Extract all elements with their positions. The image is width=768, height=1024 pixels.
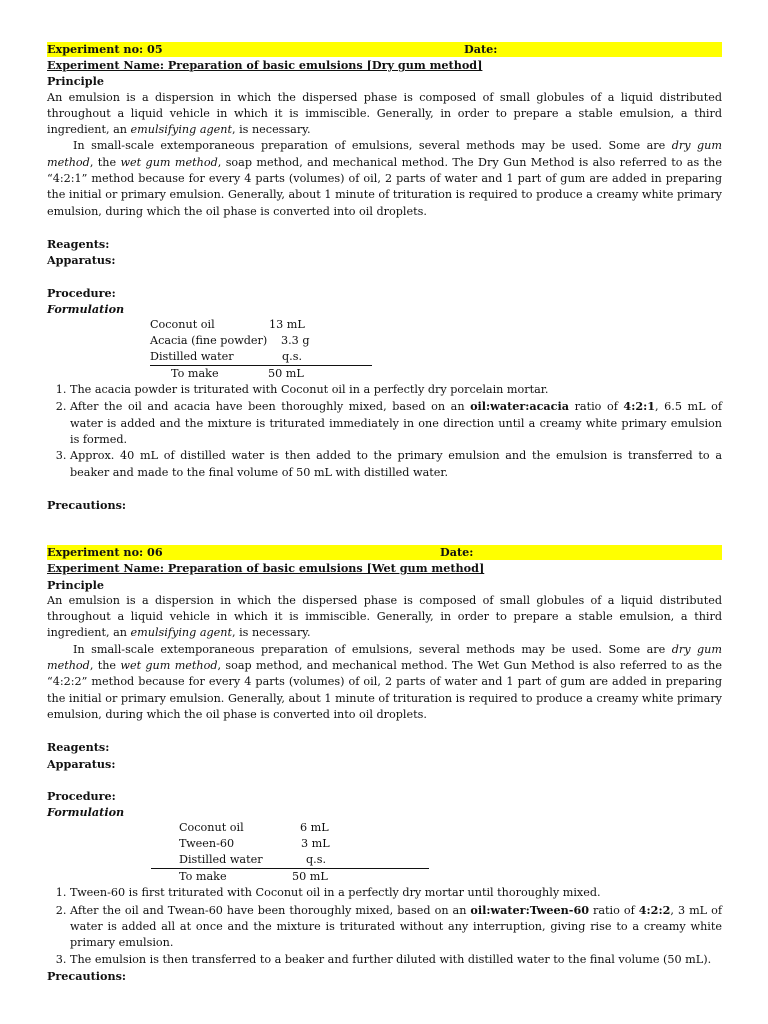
experiment-header [47, 545, 722, 560]
procedure-step: 1. The acacia powder is triturated with Coconut oil in a perfectly dry porcelain mortar. [70, 382, 722, 398]
precautions-heading: Precautions: [47, 497, 127, 512]
procedure-step: 3. Approx. 40 mL of distilled water is then added to the primary emulsion and the emulsion is transferred to a beaker and made to the final volume of 50 mL with distilled water. [70, 448, 722, 481]
procedure-steps [47, 382, 722, 481]
principle-paragraph: An emulsion is a dispersion in which the dispersed phase is composed of small globules of a liquid distributed throughout a liquid vehicle in which it is immiscible. Generally, in order to prepare a stable emulsion, a third ingredient, an emulsifying agent, is necessary. [47, 593, 722, 640]
principle-heading: Principle [47, 577, 104, 592]
formulation-table: Coconut oil 6 mL Tween-60 3 mL Distilled water q.s. To make 50 mL [47, 820, 722, 885]
reagents-heading: Reagents: [47, 740, 110, 755]
methods-paragraph: In small-scale extemporaneous preparation of emulsions, several methods may be used. Some are dry gum method, the wet gum method, soap method, and mechanical method. The Dry Gun Method is also referred to as the “4:2:1” method because for every 4 parts (volumes) of oil, 2 parts of water and 1 part of gum are added in preparing the initial or primary emulsion. Generally, about 1 minute of trituration is required to produce a creamy white primary emulsion, during which the oil phase is converted into oil droplets. [47, 139, 722, 218]
experiment-name: Experiment Name: Preparation of basic emulsions [Dry gum method] [47, 58, 483, 72]
procedure-step: 1. Tween-60 is first triturated with Coconut oil in a perfectly dry mortar until thoroughly mixed. [70, 885, 722, 901]
procedure-steps [47, 885, 722, 967]
procedure-step: 2. After the oil and Twean-60 have been thoroughly mixed, based on an oil:water:Tween-60 ratio of 4:2:2, 3 mL of water is added all at once and the mixture is triturated without any interruption, giving rise to a creamy white primary emulsion. [70, 902, 722, 952]
methods-paragraph: In small-scale extemporaneous preparation of emulsions, several methods may be used. Some are dry gum method, the wet gum method, soap method, and mechanical method. The Wet Gun Method is also referred to as the “4:2:2” method because for every 4 parts (volumes) of oil, 2 parts of water and 1 part of gum are added in preparing the initial or primary emulsion. Generally, about 1 minute of trituration is required to produce a creamy white primary emulsion, during which the oil phase is converted into oil droplets. [47, 642, 723, 721]
formulation-heading: Formulation [47, 301, 125, 316]
procedure-step: 2. After the oil and acacia have been thoroughly mixed, based on an oil:water:acacia ratio of 4:2:1, 6.5 mL of water is added and the mixture is triturated immediately in one direction until a creamy white primary emulsion is formed. [70, 398, 722, 448]
procedure-heading: Procedure: [47, 788, 116, 803]
principle-paragraph: An emulsion is a dispersion in which the dispersed phase is composed of small globules of a liquid distributed throughout a liquid vehicle in which it is immiscible. Generally, in order to prepare a stable emulsion, a third ingredient, an emulsifying agent, is necessary. [47, 90, 722, 137]
formulation-table: Coconut oil 13 mL Acacia (fine powder) 3.3 g Distilled water q.s. To make 50 mL [47, 317, 722, 382]
experiment-number: Experiment no: 05 [47, 42, 163, 56]
principle-heading: Principle [47, 74, 104, 89]
date-label: Date: [440, 545, 474, 560]
experiment-number: Experiment no: 06 [47, 545, 163, 560]
precautions-heading: Precautions: [47, 968, 127, 983]
apparatus-heading: Apparatus: [47, 756, 116, 771]
experiment-name: Experiment Name: Preparation of basic emulsions [Wet gum method] [47, 561, 485, 576]
date-label: Date: [464, 42, 498, 56]
experiment-header [47, 42, 722, 57]
apparatus-heading: Apparatus: [47, 253, 116, 268]
procedure-heading: Procedure: [47, 285, 116, 300]
formulation-heading: Formulation [47, 805, 125, 820]
reagents-heading: Reagents: [47, 236, 110, 251]
document-page [47, 42, 722, 984]
procedure-step: 3. The emulsion is then transferred to a beaker and further diluted with distilled water to the final volume (50 mL). [70, 952, 722, 968]
